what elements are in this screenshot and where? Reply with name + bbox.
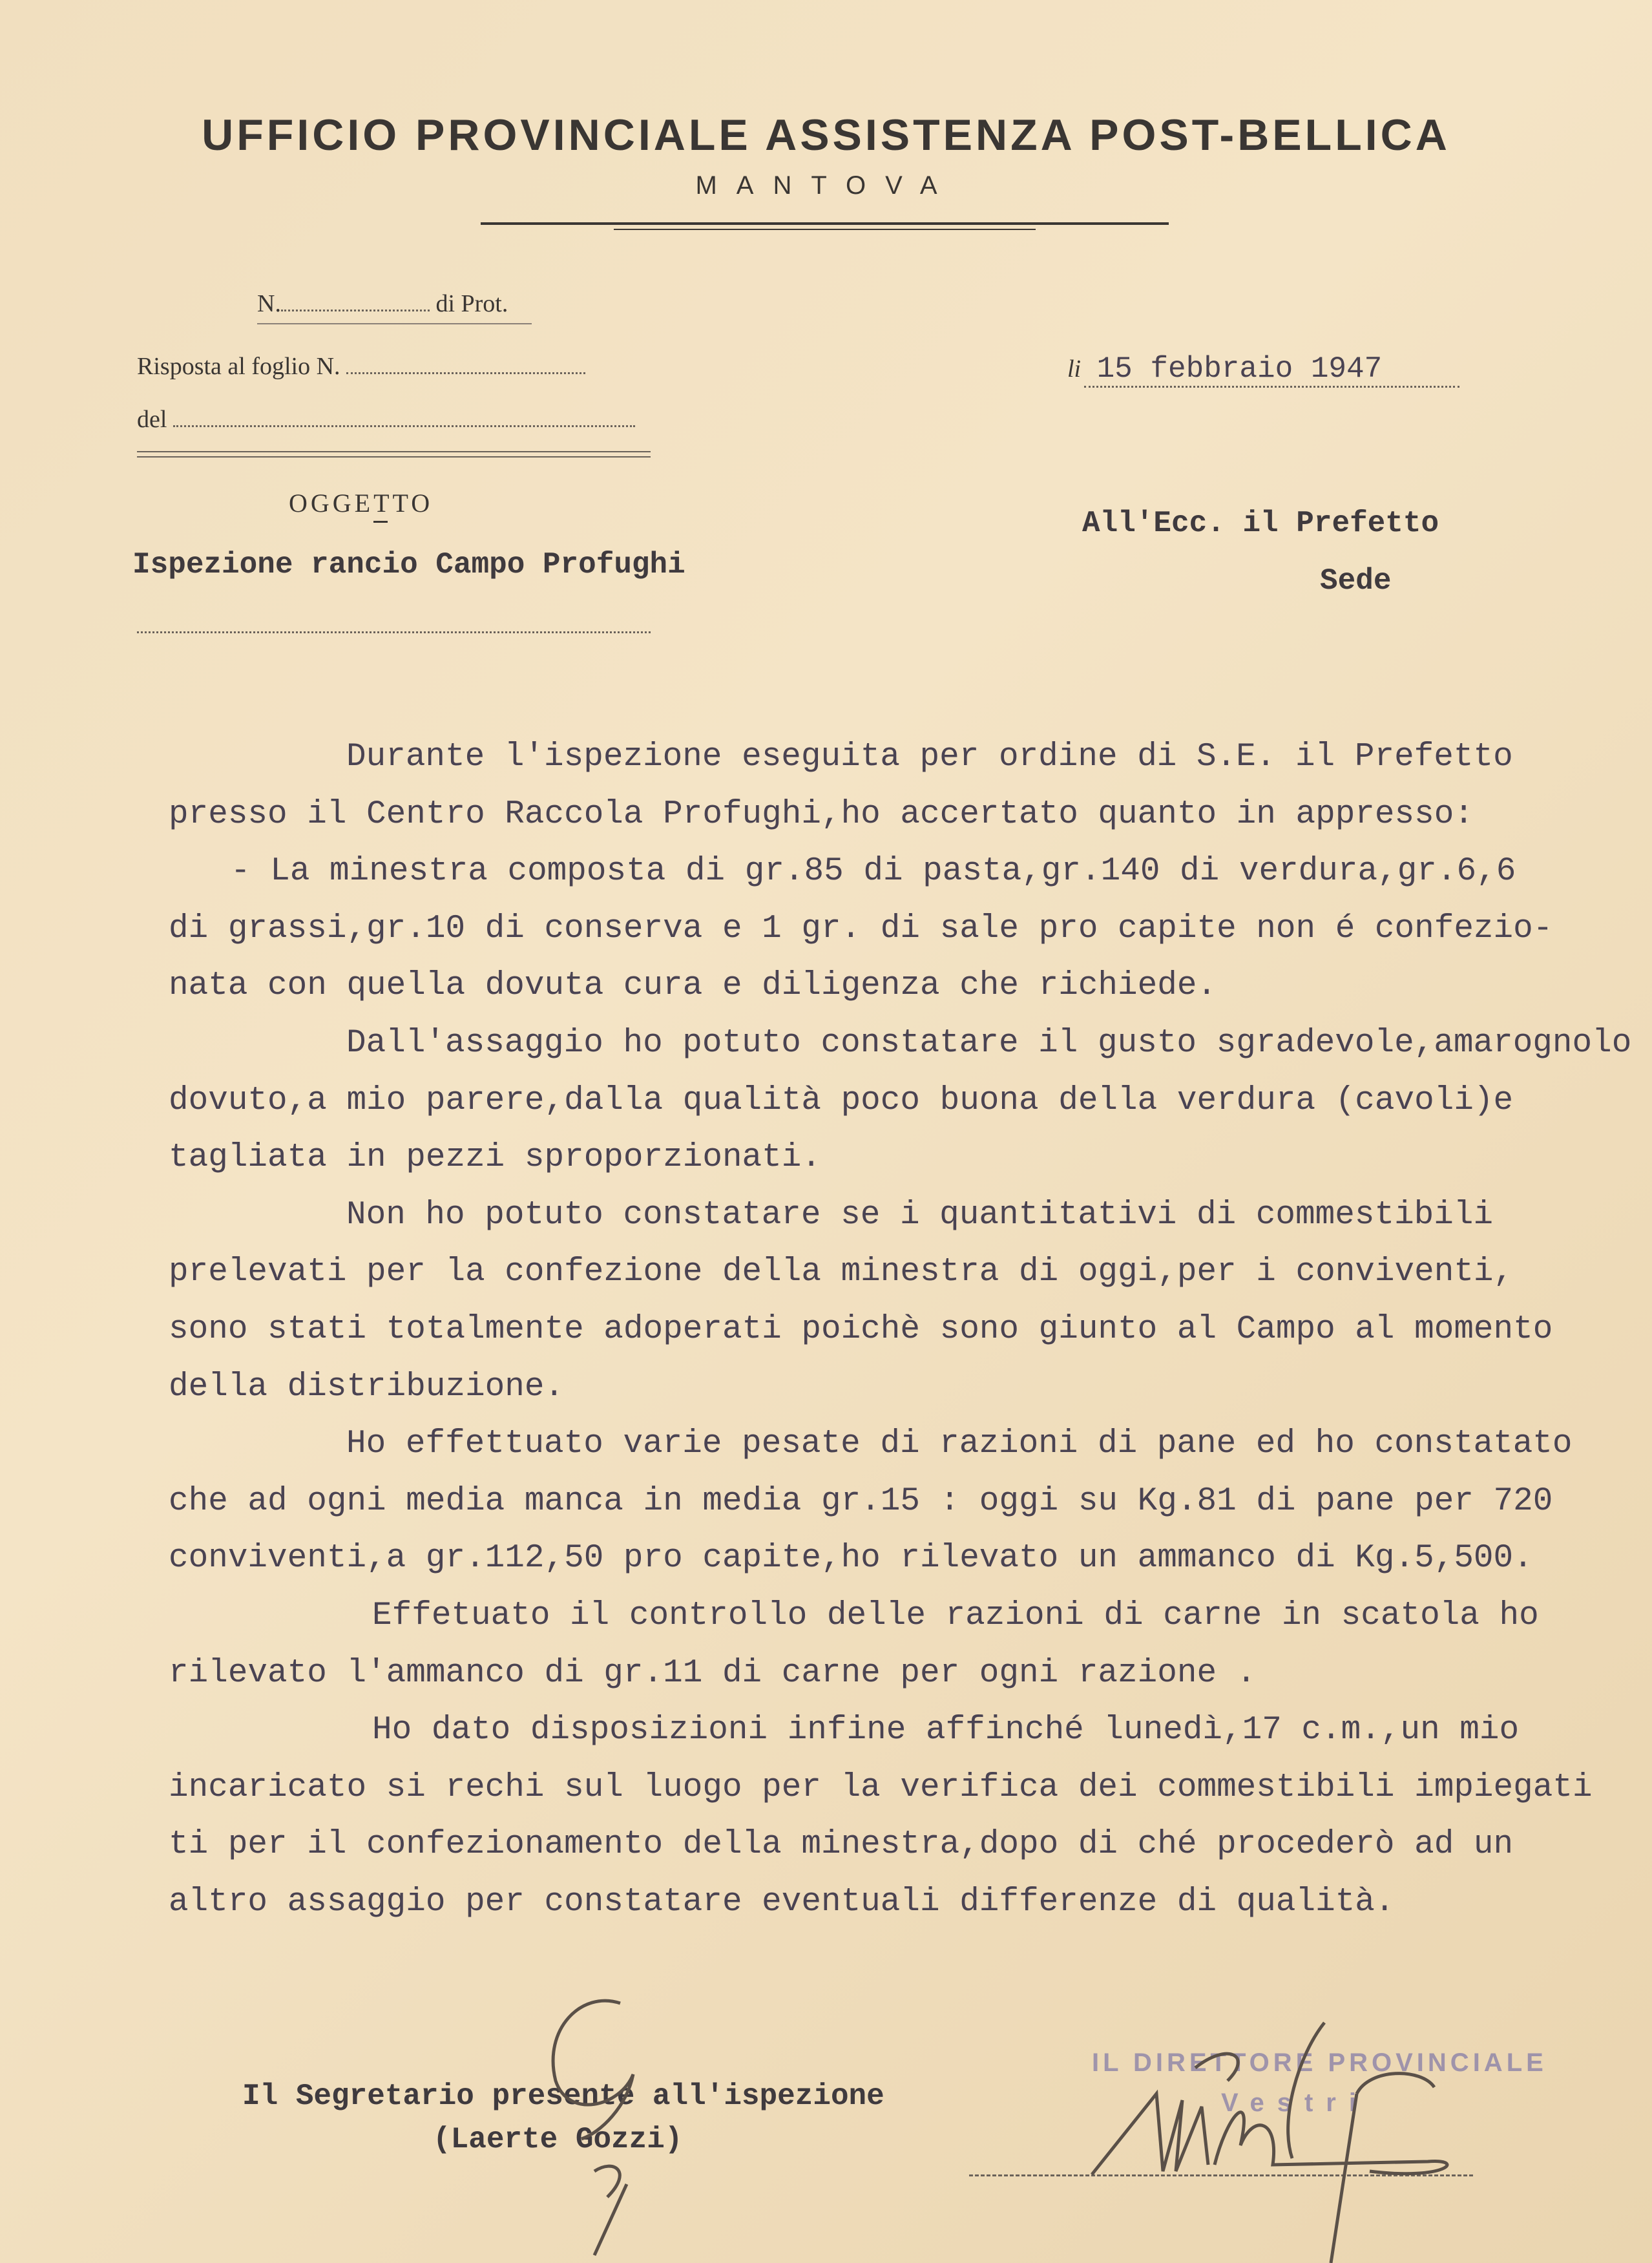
subject-text: Ispezione rancio Campo Profughi [132,548,685,582]
director-signature [1085,2016,1576,2263]
body-line: nata con quella dovuta cura e diligenza che richiede. [169,967,1217,1005]
body-line: Non ho potuto constatare se i quantitativi di commestibili [346,1196,1494,1234]
body-line: Effetuato il controllo delle razioni di carne in scatola ho [372,1597,1539,1634]
body-line: conviventi,a gr.112,50 pro capite,ho rilevato un ammanco di Kg.5,500. [169,1540,1533,1577]
letter-body [169,729,1631,1931]
reply-label: Risposta al foglio N. [137,353,340,380]
body-line: prelevati per la confezione della minestra di oggi,per i conviventi, [169,1254,1514,1291]
letterhead-office: UFFICIO PROVINCIALE ASSISTENZA POST-BELLICA [202,111,1450,160]
body-line: ti per il confezionamento della minestra,dopo di ché procederò ad un [169,1826,1514,1864]
body-line: sono stati totalmente adoperati poichè sono giunto al Campo al momento [169,1310,1553,1348]
protocol-prot-label: di Prot. [435,290,508,317]
body-line: - La minestra composta di gr.85 di pasta,gr.140 di verdura,gr.6,6 [231,853,1516,890]
date-field [1067,352,1459,388]
recipient-line2: Sede [1320,564,1392,598]
body-line: presso il Centro Raccola Profughi,ho accertato quanto in appresso: [169,795,1474,833]
letterhead-rule-thin [614,229,1036,230]
header-double-line [137,451,651,452]
subject-label: OGGETTO [289,489,434,518]
subject-dotted-line [137,631,651,633]
body-line: rilevato l'ammanco di gr.11 di carne per ogni razione . [169,1654,1257,1692]
header-double-line-2 [137,456,651,458]
del-label: del [137,406,167,433]
reply-date-field [137,405,635,434]
protocol-underline [257,323,532,324]
body-line: incaricato si rechi sul luogo per la verifica dei commestibili impiegati [169,1769,1593,1806]
body-line: di grassi,gr.10 di conserva e 1 gr. di sale pro capite non é confezio- [169,910,1553,947]
secretary-name: (Laerte Gozzi) [433,2123,683,2156]
body-line: Ho effettuato varie pesate di razioni di pane ed ho constatato [346,1426,1573,1463]
letterhead-rule [481,222,1169,225]
letterhead-city: MANTOVA [695,171,957,200]
body-line: Ho dato disposizioni infine affinché lunedì,17 c.m.,un mio [372,1712,1520,1749]
body-line: Durante l'ispezione eseguita per ordine di S.E. il Prefetto [346,739,1513,775]
director-stamp-name: Vestri [1221,2089,1369,2117]
body-line: della distribuzione. [169,1368,565,1405]
body-line: Dall'assaggio ho potuto constatare il gusto sgradevole,amarognolo [346,1024,1632,1062]
secretary-title: Il Segretario presente all'ispezione [242,2079,884,2113]
reply-to-field [137,352,585,381]
body-line: che ad ogni media manca in media gr.15 : oggi su Kg.81 di pane per 720 [169,1482,1553,1520]
protocol-number [257,289,508,318]
body-line: dovuto,a mio parere,dalla qualità poco buona della verdura (cavoli)e [169,1082,1514,1119]
recipient-line1: All'Ecc. il Prefetto [1082,507,1439,540]
protocol-n-label: N. [257,290,281,317]
body-line: tagliata in pezzi sproporzionati. [169,1139,821,1177]
date-prefix: li [1067,355,1082,383]
body-line: altro assaggio per constatare eventuali differenze di qualità. [169,1883,1395,1921]
date-value: 15 febbraio 1947 [1084,352,1460,388]
subject-dash [373,521,388,523]
secretary-signature [504,1977,737,2262]
director-stamp: IL DIRETTORE PROVINCIALE [1092,2048,1547,2077]
